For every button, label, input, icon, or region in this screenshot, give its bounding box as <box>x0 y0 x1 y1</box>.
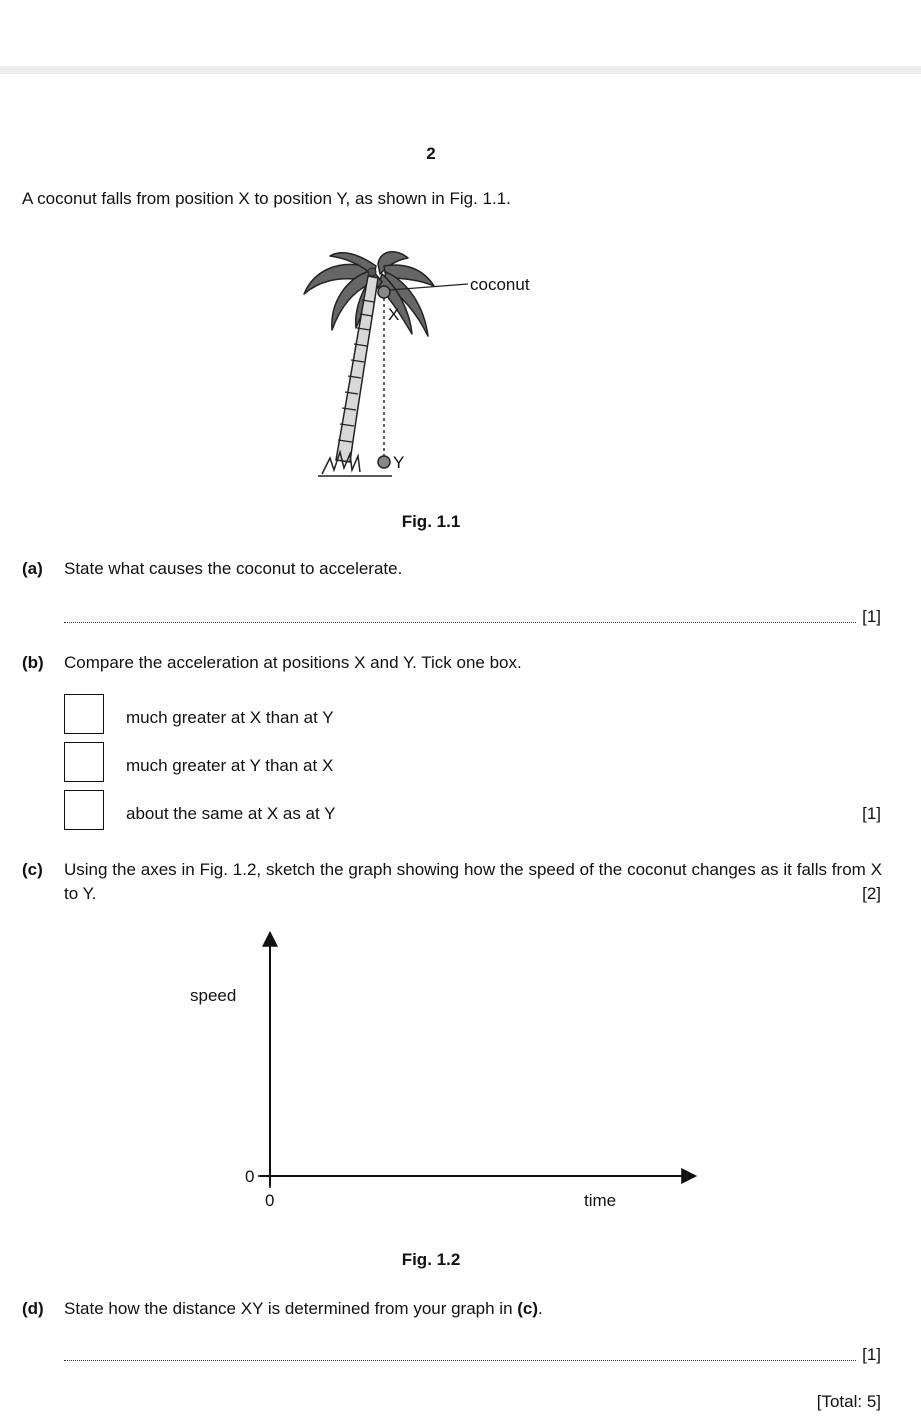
part-c-mark: [2] <box>862 884 881 903</box>
part-a-question: State what causes the coconut to accelerate. <box>64 559 403 578</box>
part-d-label: (d) <box>22 1299 44 1318</box>
part-a-mark: [1] <box>862 607 881 626</box>
tick-box-option-1[interactable] <box>64 694 104 734</box>
label-y: Y <box>393 453 405 472</box>
speed-time-axes[interactable] <box>180 920 720 1220</box>
label-x: X <box>388 305 400 324</box>
x-origin-label: 0 <box>265 1191 275 1210</box>
part-d-reference: (c) <box>517 1299 539 1318</box>
y-origin-label: 0 <box>245 1167 255 1186</box>
part-d-question-text: State how the distance XY is determined from your graph in <box>64 1299 518 1318</box>
option-2-label: much greater at Y than at X <box>126 756 334 775</box>
part-b-question: Compare the acceleration at positions X and Y. Tick one box. <box>64 653 522 672</box>
coconut-position-x <box>378 286 390 298</box>
part-a-label: (a) <box>22 559 43 578</box>
label-coconut: coconut <box>470 275 530 294</box>
part-d-answer-line[interactable] <box>64 1360 856 1361</box>
figure-1-2-caption: Fig. 1.2 <box>401 1250 461 1269</box>
option-1-label: much greater at X than at Y <box>126 708 334 727</box>
y-axis-label: speed <box>190 986 237 1005</box>
part-c-label: (c) <box>22 860 43 879</box>
part-d-question-end: . <box>538 1299 543 1318</box>
viewer-top-bar <box>0 0 921 66</box>
question-intro: A coconut falls from position X to position Y, as shown in Fig. 1.1. <box>22 189 511 208</box>
palm-tree-figure <box>300 240 560 485</box>
coconut-position-y <box>378 456 390 468</box>
part-d-question <box>64 1299 543 1319</box>
coconut-top <box>368 268 376 276</box>
x-axis-label: time <box>584 1191 617 1210</box>
tick-box-option-2[interactable] <box>64 742 104 782</box>
tick-box-option-3[interactable] <box>64 790 104 830</box>
part-c-question: Using the axes in Fig. 1.2, sketch the graph showing how the speed of the coconut changes as it falls from X to Y. <box>64 860 882 903</box>
part-b-mark: [1] <box>862 804 881 823</box>
page-number: 2 <box>426 144 436 163</box>
part-b-label: (b) <box>22 653 44 672</box>
viewer-top-bar-divider <box>0 66 921 74</box>
option-3-label: about the same at X as at Y <box>126 804 336 823</box>
part-d-mark: [1] <box>862 1345 881 1364</box>
total-marks: [Total: 5] <box>816 1392 881 1411</box>
figure-1-1-caption: Fig. 1.1 <box>401 512 461 531</box>
part-a-answer-line[interactable] <box>64 622 856 623</box>
